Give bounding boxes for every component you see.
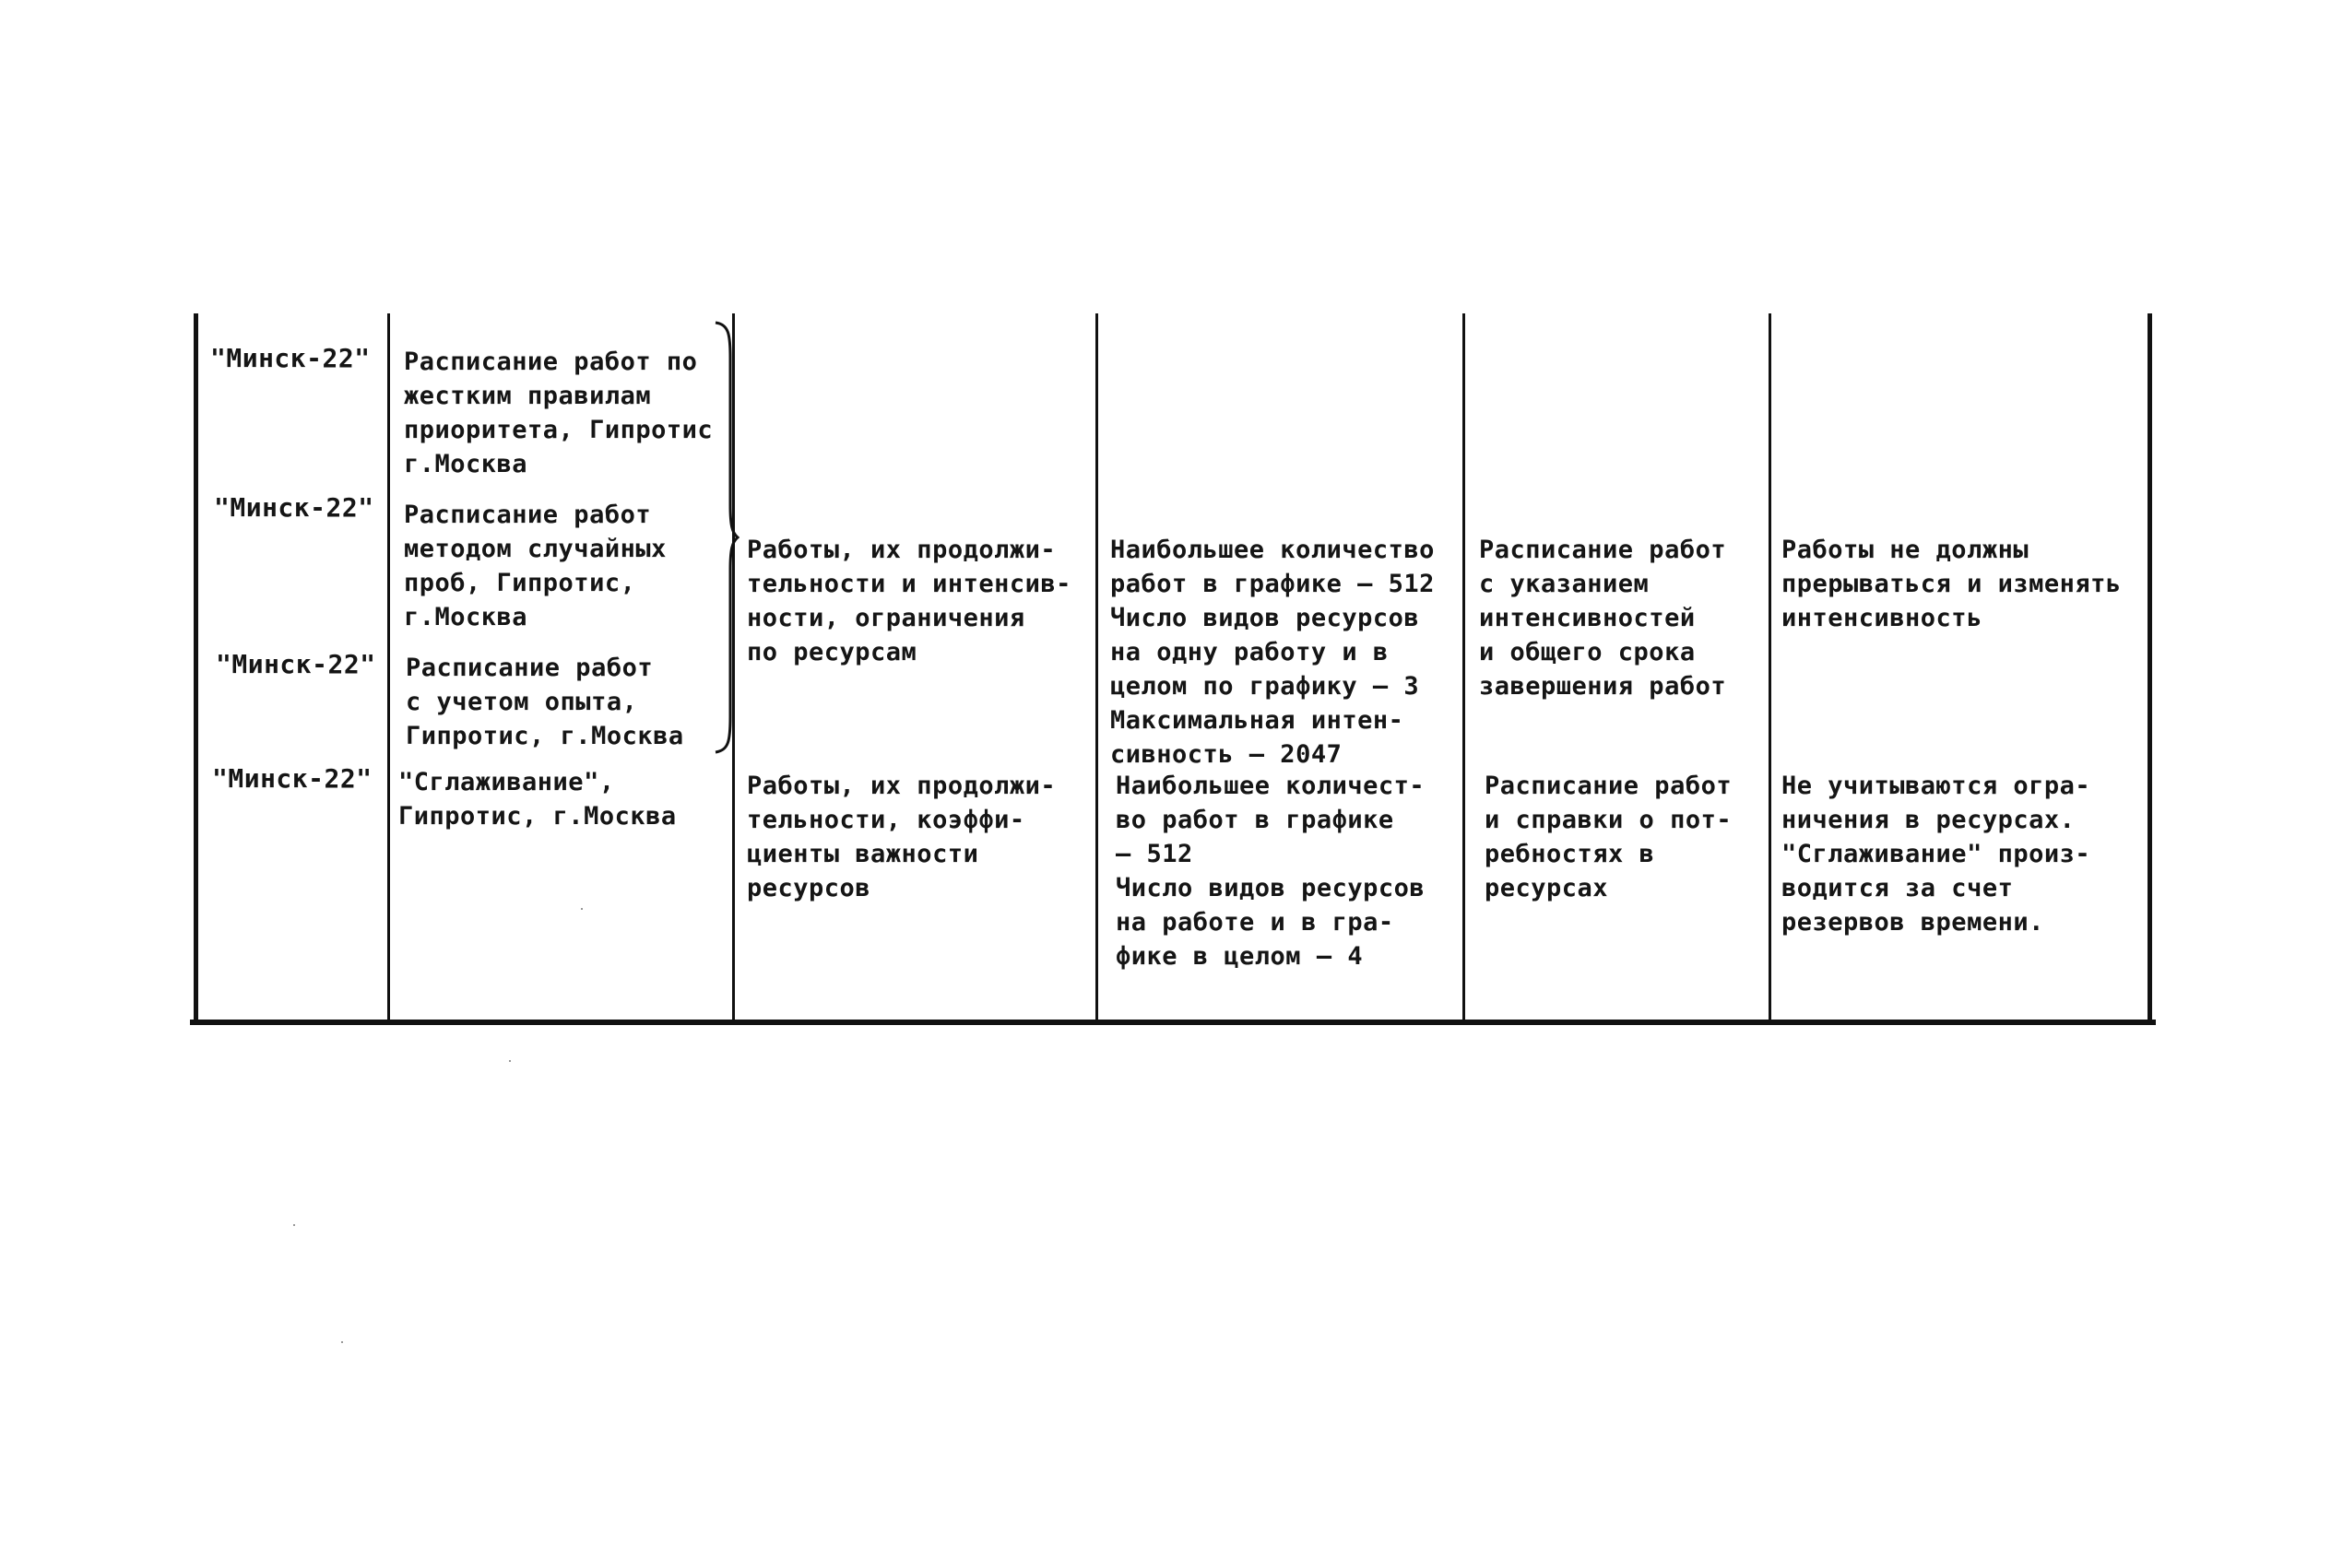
machine-cell: "Минск-22": [216, 649, 376, 679]
scan-speck: [509, 1060, 511, 1062]
program-cell: Расписание работ по жестким правилам приоритета, Гипротис г.Москва: [404, 348, 714, 478]
program-cell: "Сглаживание", Гипротис, г.Москва: [398, 768, 677, 831]
program-cell: Расписание работ методом случайных проб, Гипротис, г.Москва: [404, 501, 667, 631]
machine-cell: "Минск-22": [210, 343, 371, 373]
column-divider: [1095, 313, 1098, 1025]
notes-cell: Работы не должны прерываться и изменять интенсивность: [1781, 536, 2122, 632]
machine-cell: "Минск-22": [212, 763, 373, 794]
output-cell: Расписание работ с указанием интенсивностей и общего срока завершения работ: [1479, 536, 1727, 701]
table-right-border: [2148, 313, 2152, 1025]
scan-speck: [341, 1341, 343, 1343]
program-cell: Расписание работ с учетом опыта, Гипротис, г.Москва: [406, 654, 684, 750]
software-table: [194, 313, 2152, 1027]
limits-cell: Наибольшее количест- во работ в графике – 512 Число видов ресурсов на работе и в гра- фике в целом – 4: [1116, 772, 1426, 971]
output-cell: Расписание работ и справки о пот- ребностях в ресурсах: [1485, 772, 1733, 902]
table-left-border: [194, 313, 198, 1025]
machine-cell: "Минск-22": [214, 492, 374, 523]
group-brace: [712, 321, 740, 754]
limits-cell: Наибольшее количество работ в графике – 512 Число видов ресурсов на одну работу и в целом по графику – 3 Максимальная интен- сивность – 2047: [1110, 536, 1435, 769]
table-bottom-border: [190, 1020, 2156, 1025]
column-divider: [387, 313, 390, 1025]
column-divider: [1462, 313, 1465, 1025]
column-divider: [1769, 313, 1771, 1025]
scan-speck: [293, 1224, 295, 1226]
input-data-cell: Работы, их продолжи- тельности, коэффи- циенты важности ресурсов: [747, 772, 1057, 902]
input-data-cell: Работы, их продолжи- тельности и интенсив- ности, ограничения по ресурсам: [747, 536, 1071, 666]
scan-speck: [581, 908, 583, 910]
notes-cell: Не учитываются огра- ничения в ресурсах. "Сглаживание" произ- водится за счет резервов времени.: [1781, 772, 2091, 937]
